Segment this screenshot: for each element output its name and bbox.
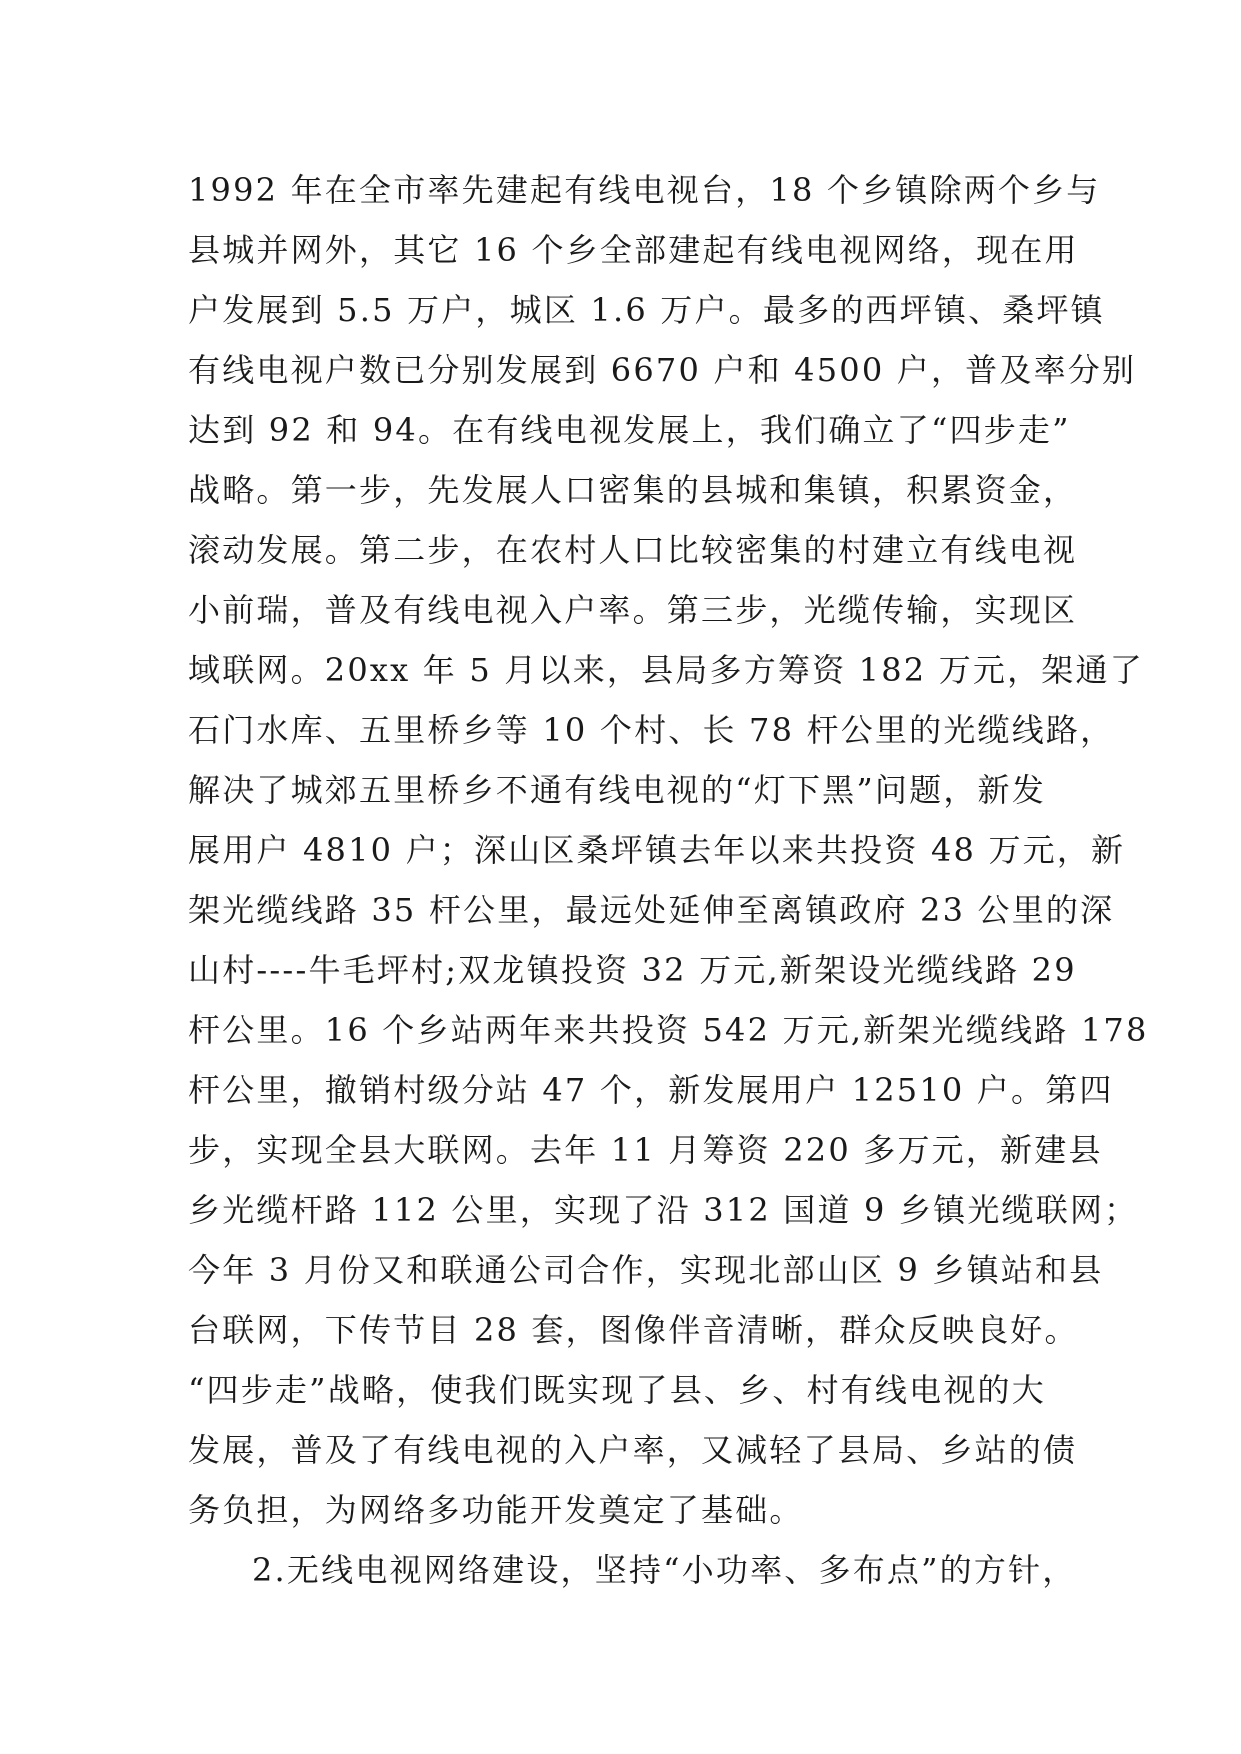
text-line: 发展，普及了有线电视的入户率，又减轻了县局、乡站的债: [188, 1431, 1078, 1469]
text-line: 县城并网外，其它 16 个乡全部建起有线电视网络，现在用: [188, 231, 1079, 269]
text-line: 台联网，下传节目 28 套，图像伴音清晰，群众反映良好。: [188, 1311, 1079, 1349]
text-line: 务负担，为网络多功能开发奠定了基础。: [188, 1491, 804, 1529]
text-line: 展用户 4810 户；深山区桑坪镇去年以来共投资 48 万元，新: [188, 831, 1126, 869]
text-line: 山村----牛毛坪村;双龙镇投资 32 万元,新架设光缆线路 29: [188, 951, 1077, 989]
text-line: 石门水库、五里桥乡等 10 个村、长 78 杆公里的光缆线路，: [188, 711, 1115, 749]
text-line: 达到 92 和 94。在有线电视发展上，我们确立了“四步走”: [188, 411, 1071, 449]
text-line: 小前瑞，普及有线电视入户率。第三步，光缆传输，实现区: [188, 591, 1078, 629]
text-line: 架光缆线路 35 杆公里，最远处延伸至离镇政府 23 公里的深: [188, 891, 1115, 929]
text-line: 户发展到 5.5 万户，城区 1.6 万户。最多的西坪镇、桑坪镇: [188, 291, 1105, 329]
text-line: 1992 年在全市率先建起有线电视台，18 个乡镇除两个乡与: [188, 171, 1101, 209]
text-line: 步，实现全县大联网。去年 11 月筹资 220 多万元，新建县: [188, 1131, 1103, 1169]
paragraph-2: [188, 1540, 1077, 1600]
text-line: 滚动发展。第二步，在农村人口比较密集的村建立有线电视: [188, 531, 1078, 569]
text-line: 杆公里。16 个乡站两年来共投资 542 万元,新架光缆线路 178: [188, 1011, 1149, 1049]
document-body: [188, 160, 1149, 1600]
text-line: 今年 3 月份又和联通公司合作，实现北部山区 9 乡镇站和县: [188, 1251, 1104, 1289]
paragraph-1: [188, 160, 1149, 1540]
text-line: 乡光缆杆路 112 公里，实现了沿 312 国道 9 乡镇光缆联网；: [188, 1191, 1139, 1229]
text-line: “四步走”战略，使我们既实现了县、乡、村有线电视的大: [188, 1371, 1046, 1409]
text-line: 域联网。20xx 年 5 月以来，县局多方筹资 182 万元，架通了: [188, 651, 1144, 689]
text-line: 战略。第一步，先发展人口密集的县城和集镇，积累资金，: [188, 471, 1078, 509]
text-line: 2.无线电视网络建设，坚持“小功率、多布点”的方针，: [252, 1551, 1077, 1589]
text-line: 有线电视户数已分别发展到 6670 户和 4500 户，普及率分别: [188, 351, 1137, 389]
text-line: 解决了城郊五里桥乡不通有线电视的“灯下黑”问题，新发: [188, 771, 1046, 809]
text-line: 杆公里，撤销村级分站 47 个，新发展用户 12510 户。第四: [188, 1071, 1114, 1109]
